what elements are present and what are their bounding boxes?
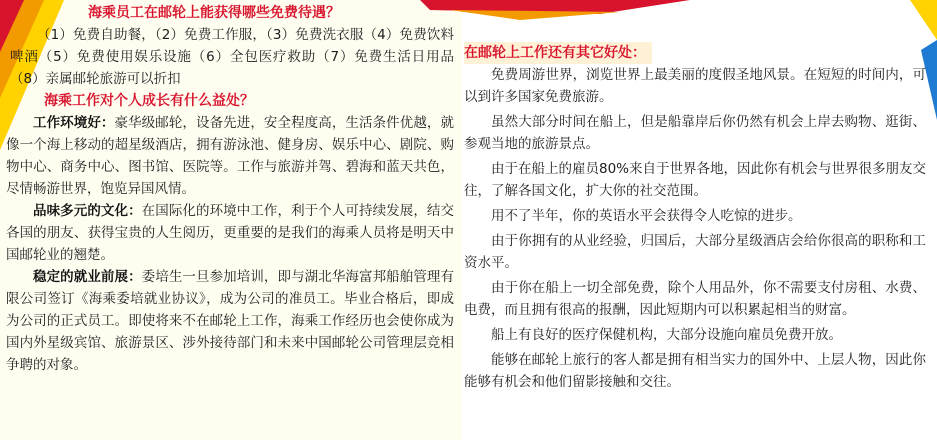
left-column: [6, 2, 454, 376]
question-free-benefits: 海乘员工在邮轮上能获得哪些免费待遇？: [88, 5, 340, 21]
paragraph: 由于你在船上一切全部免费，除个人用品外，你不需要支付房租、水费、电费，而且拥有很高的报酬，因此短期内可以积累起相当的财富。: [464, 280, 926, 318]
paragraph: 由于在船上的雇员80%来自于世界各地，因此你有机会与世界很多朋友交往，了解各国文化，扩大你的社交范围。: [464, 161, 927, 199]
question-personal-growth: 海乘工作对个人成长有什么益处？: [44, 93, 254, 109]
section-title: 工作环境好：: [33, 115, 115, 131]
paragraph: 能够在邮轮上旅行的客人都是拥有相当实力的国外中、上层人物，因此你能够有机会和他们留影接触和交往。: [464, 352, 926, 390]
section-text: 豪华级邮轮，设备先进，安全程度高，生活条件优越，就像一个海上移动的超星级酒店，拥有游泳池、健身房、娱乐中心、剧院、购物中心、商务中心、图书馆、医院等。工作与旅游并驾、碧海和蓝天共色，尽情畅游世界，饱览异国风情。: [6, 115, 454, 197]
paragraph: 由于你拥有的从业经验，归国后，大部分星级酒店会给你很高的职称和工资水平。: [464, 233, 926, 271]
section-text: 在国际化的环境中工作，利于个人可持续发展，结交各国的朋友、获得宝贵的人生阅历，更重要的是我们的海乘人员将是明天中国邮轮业的翘楚。: [6, 203, 455, 263]
paragraph: 免费周游世界，浏览世界上最美丽的度假圣地风景。在短短的时间内，可以到许多国家免费旅游。: [464, 67, 926, 105]
paragraph: 用不了半年，你的英语水平会获得令人吃惊的进步。: [491, 208, 802, 224]
right-column: [464, 42, 926, 396]
benefits-list: （1）免费自助餐，（2）免费工作服，（3）免费洗衣服（4）免费饮料啤酒（5）免费使用娱乐设施（6）全包医疗救助（7）免费生活日用品（8）亲属邮轮旅游可以折扣: [10, 27, 454, 87]
corner-yellow: [910, 0, 937, 40]
section-title: 稳定的就业前展：: [33, 269, 142, 285]
paragraph: 船上有良好的医疗保健机构，大部分设施向雇员免费开放。: [491, 327, 842, 343]
section-text: 委培生一旦参加培训，即与湖北华海富邦船舶管理有限公司签订《海乘委培就业协议》，成为公司的准员工。毕业合格后，即成为公司的正式员工。即使将来不在邮轮上工作，海乘工作经历也会使你成为国内外星级宾馆、旅游景区、涉外接待部门和未来中国邮轮公司管理层竞相争聘的对象。: [6, 269, 455, 373]
paragraph: 虽然大部分时间在船上，但是船靠岸后你仍然有机会上岸去购物、逛街、参观当地的旅游景点。: [464, 114, 926, 152]
other-benefits-title: 在邮轮上工作还有其它好处：: [464, 42, 652, 64]
section-title: 品味多元的文化：: [33, 203, 142, 219]
section-employment-prospects: [6, 266, 454, 376]
section-diverse-culture: [6, 200, 454, 266]
section-work-environment: [6, 112, 454, 200]
